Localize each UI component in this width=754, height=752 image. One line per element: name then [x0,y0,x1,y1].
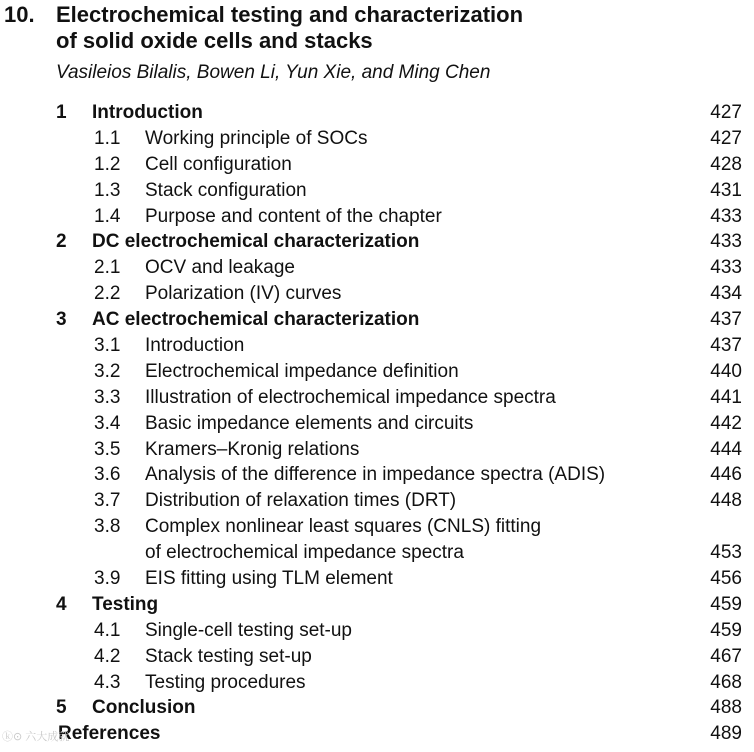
toc-entry-number: 2.2 [94,283,121,305]
toc-entry-number: 1.3 [94,179,121,201]
toc-entry-title: Testing [92,593,159,615]
toc-entry-number: 3.3 [94,386,121,408]
toc-entry-number: 1.4 [94,205,121,227]
toc-entry-title: Cell configuration [145,153,292,175]
toc-entry-title: Kramers–Kronig relations [145,438,360,460]
toc-entry-title: Conclusion [92,697,196,719]
toc-subsection-row[interactable] [0,566,754,592]
table-of-contents [0,100,754,747]
toc-entry-page: 428 [710,153,742,175]
toc-section-row[interactable] [0,100,754,126]
toc-entry-page: 467 [710,645,742,667]
toc-entry-page: 440 [710,360,742,382]
toc-subsection-row[interactable] [0,540,754,566]
toc-entry-title: Introduction [145,335,245,357]
toc-subsection-row[interactable] [0,281,754,307]
toc-entry-title: Working principle of SOCs [145,127,368,149]
toc-entry-number: 3 [56,309,67,331]
toc-entry-title: AC electrochemical characterization [92,309,420,331]
toc-subsection-row[interactable] [0,462,754,488]
toc-entry-number: 1 [56,102,67,123]
toc-entry-page: 437 [710,335,742,357]
toc-entry-page: 433 [710,257,742,279]
toc-entry-page: 434 [710,283,742,305]
toc-entry-page: 444 [710,438,742,460]
toc-entry-title: Introduction [92,102,203,123]
toc-entry-number: 2 [56,231,67,253]
toc-entry-title: Electrochemical impedance definition [145,360,459,382]
toc-entry-page: 427 [710,127,742,149]
toc-subsection-row[interactable] [0,333,754,359]
toc-subsection-row[interactable] [0,359,754,385]
toc-section-row[interactable] [0,229,754,255]
toc-entry-number: 5 [56,697,67,719]
toc-entry-page: 488 [710,697,742,719]
toc-subsection-row[interactable] [0,644,754,670]
toc-entry-page: 433 [710,231,742,253]
toc-entry-number: 4.1 [94,619,121,641]
toc-subsection-row[interactable] [0,152,754,178]
toc-subsection-row[interactable] [0,385,754,411]
toc-entry-number: 1.1 [94,127,121,149]
toc-entry-number: 3.5 [94,438,121,460]
toc-entry-page: 427 [710,102,742,123]
toc-entry-title: Complex nonlinear least squares (CNLS) fitting [145,516,542,538]
chapter-authors: Vasileios Bilalis, Bowen Li, Yun Xie, and Ming Chen [56,62,491,83]
toc-entry-page: 489 [710,723,742,745]
chapter-title-line-2: of solid oxide cells and stacks [56,28,373,53]
toc-subsection-row[interactable] [0,126,754,152]
toc-entry-number: 3.2 [94,360,121,382]
toc-entry-page: 433 [710,205,742,227]
toc-entry-title: OCV and leakage [145,257,295,279]
toc-entry-page: 459 [710,593,742,615]
toc-entry-page: 456 [710,568,742,590]
toc-entry-page: 442 [710,412,742,434]
toc-entry-title: Single-cell testing set-up [145,619,352,641]
toc-entry-title: Distribution of relaxation times (DRT) [145,490,457,512]
chapter-number: 10. [4,2,35,27]
toc-entry-title: Polarization (IV) curves [145,283,342,305]
toc-entry-page: 468 [710,671,742,693]
toc-entry-number: 3.7 [94,490,121,512]
toc-entry-title: References [58,723,161,745]
toc-entry-number: 1.2 [94,153,121,175]
toc-entry-number: 4.2 [94,645,121,667]
toc-entry-page: 448 [710,490,742,512]
toc-section-row[interactable] [0,592,754,618]
toc-section-row[interactable] [0,695,754,721]
toc-subsection-row[interactable] [0,514,754,540]
toc-entry-title: of electrochemical impedance spectra [145,542,464,564]
toc-entry-title: Stack configuration [145,179,307,201]
toc-entry-number: 3.9 [94,568,121,590]
toc-entry-number: 4 [56,593,67,615]
toc-subsection-row[interactable] [0,670,754,696]
toc-subsection-row[interactable] [0,488,754,514]
toc-entry-number: 3.6 [94,464,121,486]
toc-entry-title: Stack testing set-up [145,645,312,667]
chapter-title-line-1: Electrochemical testing and characterization [56,2,524,27]
toc-section-row[interactable] [0,307,754,333]
toc-entry-title: DC electrochemical characterization [92,231,420,253]
toc-entry-page: 437 [710,309,742,331]
toc-subsection-row[interactable] [0,437,754,463]
toc-entry-number: 3.8 [94,516,121,538]
toc-subsection-row[interactable] [0,411,754,437]
toc-references-row[interactable] [0,721,754,747]
toc-entry-number: 4.3 [94,671,121,693]
toc-entry-title: Purpose and content of the chapter [145,205,442,227]
toc-entry-title: Basic impedance elements and circuits [145,412,474,434]
toc-entry-title: Analysis of the difference in impedance spectra (ADIS) [145,464,606,486]
toc-entry-number: 2.1 [94,257,121,279]
toc-entry-title: Illustration of electrochemical impedance spectra [145,386,556,408]
toc-entry-page: 453 [710,542,742,564]
toc-entry-title: EIS fitting using TLM element [145,568,393,590]
toc-entry-page: 459 [710,619,742,641]
toc-entry-title: Testing procedures [145,671,306,693]
toc-entry-number: 3.1 [94,335,121,357]
toc-entry-page: 446 [710,464,742,486]
toc-entry-page: 441 [710,386,742,408]
toc-entry-page: 431 [710,179,742,201]
toc-entry-number: 3.4 [94,412,121,434]
toc-subsection-row[interactable] [0,255,754,281]
toc-subsection-row[interactable] [0,204,754,230]
watermark: ⓚ⊙ 六大成就 [2,731,70,743]
toc-subsection-row[interactable] [0,618,754,644]
toc-subsection-row[interactable] [0,178,754,204]
